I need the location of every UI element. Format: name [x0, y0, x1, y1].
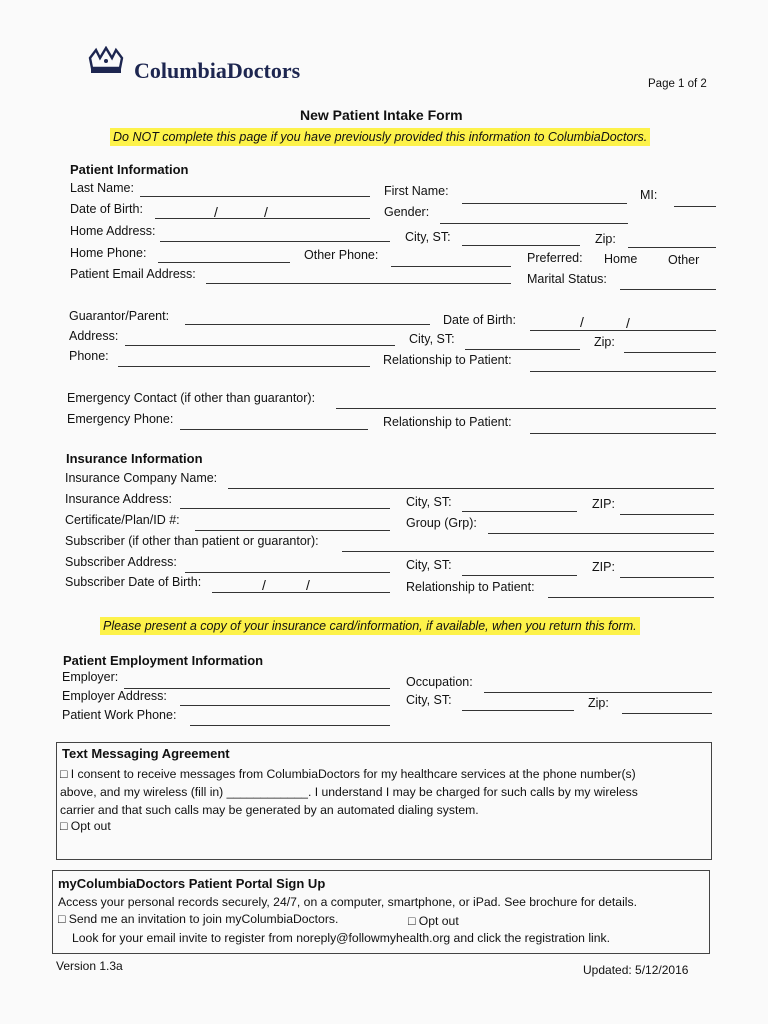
certificate-id-field[interactable] — [195, 530, 390, 531]
portal-heading: myColumbiaDoctors Patient Portal Sign Up — [58, 876, 326, 891]
guarantor-phone-field[interactable] — [118, 366, 370, 367]
work-phone-label: Patient Work Phone: — [62, 708, 177, 722]
employer-address-field[interactable] — [180, 705, 390, 706]
marital-status-label: Marital Status: — [527, 272, 607, 286]
subscriber-dob-field[interactable] — [212, 592, 390, 593]
portal-opt-out-checkbox[interactable]: □ Opt out — [408, 914, 459, 928]
emergency-contact-field[interactable] — [336, 408, 716, 409]
columbia-crown-logo — [86, 46, 126, 76]
patient-info-heading: Patient Information — [70, 162, 189, 177]
guarantor-address-label: Address: — [69, 329, 119, 343]
guarantor-field[interactable] — [185, 324, 430, 325]
city-st-field[interactable] — [462, 245, 580, 246]
employer-city-field[interactable] — [462, 710, 574, 711]
subscriber-dob-slash-1: / — [262, 577, 266, 593]
guarantor-dob-slash-1: / — [580, 314, 584, 330]
last-name-field[interactable] — [140, 196, 370, 197]
subscriber-zip-field[interactable] — [620, 577, 714, 578]
employer-label: Employer: — [62, 670, 119, 684]
zip-field[interactable] — [628, 247, 716, 248]
guarantor-zip-label: Zip: — [594, 335, 615, 349]
page-number: Page 1 of 2 — [648, 78, 707, 90]
dob-field[interactable] — [155, 218, 370, 219]
subscriber-field[interactable] — [342, 551, 714, 552]
insurance-city-label: City, ST: — [406, 495, 452, 509]
insurance-info-heading: Insurance Information — [66, 451, 203, 466]
text-messaging-heading: Text Messaging Agreement — [62, 746, 230, 761]
home-phone-field[interactable] — [158, 262, 290, 263]
guarantor-label: Guarantor/Parent: — [69, 309, 170, 323]
first-name-label: First Name: — [384, 184, 449, 198]
emergency-phone-label: Emergency Phone: — [67, 412, 174, 426]
notice-banner: Do NOT complete this page if you have previously provided this information to ColumbiaDoctors. — [110, 128, 650, 146]
group-label: Group (Grp): — [406, 516, 477, 530]
home-address-label: Home Address: — [70, 224, 156, 238]
emergency-relationship-label: Relationship to Patient: — [383, 415, 512, 429]
group-field[interactable] — [488, 533, 714, 534]
employer-zip-field[interactable] — [622, 713, 712, 714]
text-consent-checkbox[interactable]: □ I consent to receive messages from ColumbiaDoctors for my healthcare services at the phone number(s) — [60, 767, 636, 781]
emergency-contact-label: Emergency Contact (if other than guarantor): — [67, 391, 316, 405]
occupation-field[interactable] — [484, 692, 712, 693]
subscriber-relationship-field[interactable] — [548, 597, 714, 598]
preferred-label: Preferred: — [527, 251, 583, 265]
portal-description: Access your personal records securely, 24/7, on a computer, smartphone, or iPad. See brochure for details. — [58, 895, 637, 909]
guarantor-city-label: City, ST: — [409, 332, 455, 346]
insurance-address-label: Insurance Address: — [65, 492, 173, 506]
guarantor-dob-label: Date of Birth: — [443, 313, 516, 327]
employer-address-label: Employer Address: — [62, 689, 167, 703]
insurance-zip-label: ZIP: — [592, 497, 615, 511]
gender-label: Gender: — [384, 205, 430, 219]
text-consent-line3: carrier and that such calls may be generated by an automated dialing system. — [60, 803, 479, 817]
zip-label: Zip: — [595, 232, 616, 246]
insurance-card-notice: Please present a copy of your insurance card/information, if available, when you return this form. — [100, 617, 640, 635]
insurance-address-field[interactable] — [180, 508, 390, 509]
insurance-company-field[interactable] — [228, 488, 714, 489]
guarantor-dob-slash-2: / — [626, 315, 630, 331]
version-label: Version 1.3a — [56, 959, 123, 973]
subscriber-city-label: City, ST: — [406, 558, 452, 572]
subscriber-address-label: Subscriber Address: — [65, 555, 177, 569]
dob-slash-1: / — [214, 204, 218, 220]
preferred-home-option[interactable]: Home — [604, 252, 638, 266]
portal-invite-checkbox[interactable]: □ Send me an invitation to join myColumbiaDoctors. — [58, 912, 339, 926]
guarantor-zip-field[interactable] — [624, 352, 716, 353]
gender-field[interactable] — [440, 223, 628, 224]
guarantor-relationship-field[interactable] — [530, 371, 716, 372]
dob-label: Date of Birth: — [70, 202, 143, 216]
insurance-zip-field[interactable] — [620, 514, 714, 515]
guarantor-relationship-label: Relationship to Patient: — [383, 353, 512, 367]
employer-zip-label: Zip: — [588, 696, 609, 710]
form-title: New Patient Intake Form — [300, 107, 463, 123]
preferred-other-option[interactable]: Other — [668, 253, 700, 267]
subscriber-zip-label: ZIP: — [592, 560, 615, 574]
email-label: Patient Email Address: — [70, 267, 196, 281]
email-field[interactable] — [206, 283, 511, 284]
first-name-field[interactable] — [462, 203, 627, 204]
city-st-label: City, ST: — [405, 230, 451, 244]
portal-email-instructions: Look for your email invite to register from noreply@followmyhealth.org and click the registration link. — [72, 931, 611, 945]
subscriber-city-field[interactable] — [462, 575, 577, 576]
occupation-label: Occupation: — [406, 675, 473, 689]
other-phone-field[interactable] — [391, 266, 511, 267]
emergency-relationship-field[interactable] — [530, 433, 716, 434]
mi-label: MI: — [640, 188, 658, 202]
dob-slash-2: / — [264, 204, 268, 220]
other-phone-label: Other Phone: — [304, 248, 379, 262]
guarantor-phone-label: Phone: — [69, 349, 109, 363]
guarantor-city-field[interactable] — [465, 349, 580, 350]
employment-info-heading: Patient Employment Information — [63, 653, 264, 668]
subscriber-dob-label: Subscriber Date of Birth: — [65, 575, 202, 589]
guarantor-dob-field[interactable] — [530, 330, 716, 331]
certificate-id-label: Certificate/Plan/ID #: — [65, 513, 180, 527]
work-phone-field[interactable] — [190, 725, 390, 726]
insurance-company-label: Insurance Company Name: — [65, 471, 218, 485]
text-consent-line2: above, and my wireless (fill in) ____________. I understand I may be charged for such calls by my wireless — [60, 785, 638, 799]
home-phone-label: Home Phone: — [70, 246, 147, 260]
last-name-label: Last Name: — [70, 181, 134, 195]
home-address-field[interactable] — [160, 241, 390, 242]
subscriber-dob-slash-2: / — [306, 577, 310, 593]
mi-field[interactable] — [674, 206, 716, 207]
marital-status-field[interactable] — [620, 289, 716, 290]
insurance-city-field[interactable] — [462, 511, 577, 512]
text-opt-out-checkbox[interactable]: □ Opt out — [60, 819, 111, 833]
updated-date: Updated: 5/12/2016 — [583, 963, 689, 977]
guarantor-address-field[interactable] — [125, 345, 395, 346]
subscriber-address-field[interactable] — [185, 572, 390, 573]
subscriber-label: Subscriber (if other than patient or guarantor): — [65, 534, 319, 548]
subscriber-relationship-label: Relationship to Patient: — [406, 580, 535, 594]
brand-name: ColumbiaDoctors — [134, 58, 301, 83]
emergency-phone-field[interactable] — [180, 429, 368, 430]
employer-city-label: City, ST: — [406, 693, 452, 707]
